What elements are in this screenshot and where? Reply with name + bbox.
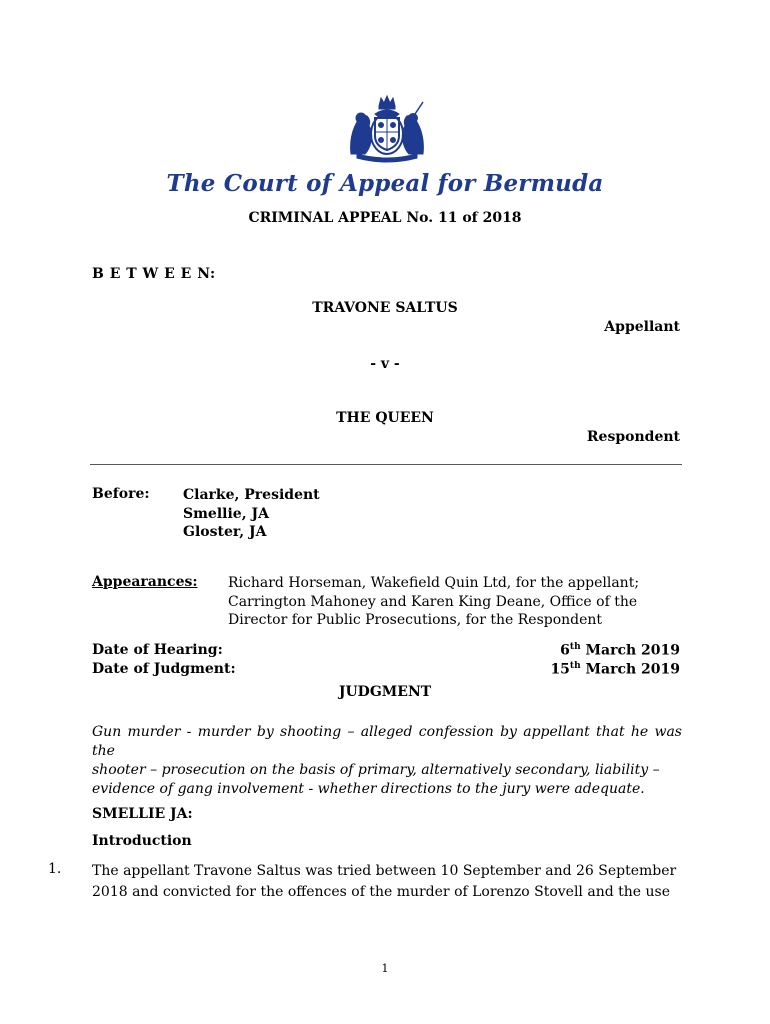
judges-list [183, 486, 320, 542]
judge-heading: SMELLIE JA: [92, 806, 193, 822]
appearances-text [228, 574, 680, 630]
hearing-date: 6th March 2019 [560, 642, 680, 659]
appellant-name: TRAVONE SALTUS [312, 300, 458, 316]
before-label: Before: [92, 486, 150, 502]
case-summary [92, 723, 682, 799]
paragraph-line-1: The appellant Travone Saltus was tried between 10 September and 26 September [92, 863, 677, 879]
judgment-date: 15th March 2019 [550, 661, 680, 678]
appearances-line-1: Richard Horseman, Wakefield Quin Ltd, for the appellant; [228, 575, 640, 591]
judge-1: Clarke, President [183, 487, 320, 503]
judge-3: Gloster, JA [183, 524, 267, 540]
judgment-date-label: Date of Judgment: [92, 661, 236, 677]
appellant-role: Appellant [604, 319, 680, 335]
section-heading: Introduction [92, 833, 192, 849]
judgment-heading: JUDGMENT [338, 684, 432, 700]
page-number: 1 [381, 962, 389, 975]
summary-line-2: shooter – prosecution on the basis of primary, alternatively secondary, liability – [92, 762, 660, 778]
paragraph-number: 1. [48, 861, 62, 877]
divider [90, 464, 682, 465]
paragraph-text [92, 861, 682, 903]
respondent-name: THE QUEEN [336, 410, 434, 426]
royal-coat-of-arms-icon [343, 92, 431, 166]
case-number: CRIMINAL APPEAL No. 11 of 2018 [248, 210, 522, 226]
paragraph-line-2: 2018 and convicted for the offences of the murder of Lorenzo Stovell and the use [92, 884, 670, 900]
summary-line-3: evidence of gang involvement - whether directions to the jury were adequate. [92, 781, 645, 797]
judge-2: Smellie, JA [183, 505, 269, 522]
versus: - v - [370, 356, 400, 372]
appearances-label: Appearances: [92, 574, 198, 590]
court-title: The Court of Appeal for Bermuda [166, 170, 604, 197]
summary-line-1: Gun murder - murder by shooting – alleged confession by appellant that he was the [92, 724, 682, 759]
appearances-line-3: Director for Public Prosecutions, for the Respondent [228, 612, 603, 628]
respondent-role: Respondent [586, 429, 680, 445]
hearing-label: Date of Hearing: [92, 642, 223, 658]
between-label: B E T W E E N: [92, 266, 216, 282]
appearances-line-2: Carrington Mahoney and Karen King Deane, Office of the [228, 593, 638, 610]
